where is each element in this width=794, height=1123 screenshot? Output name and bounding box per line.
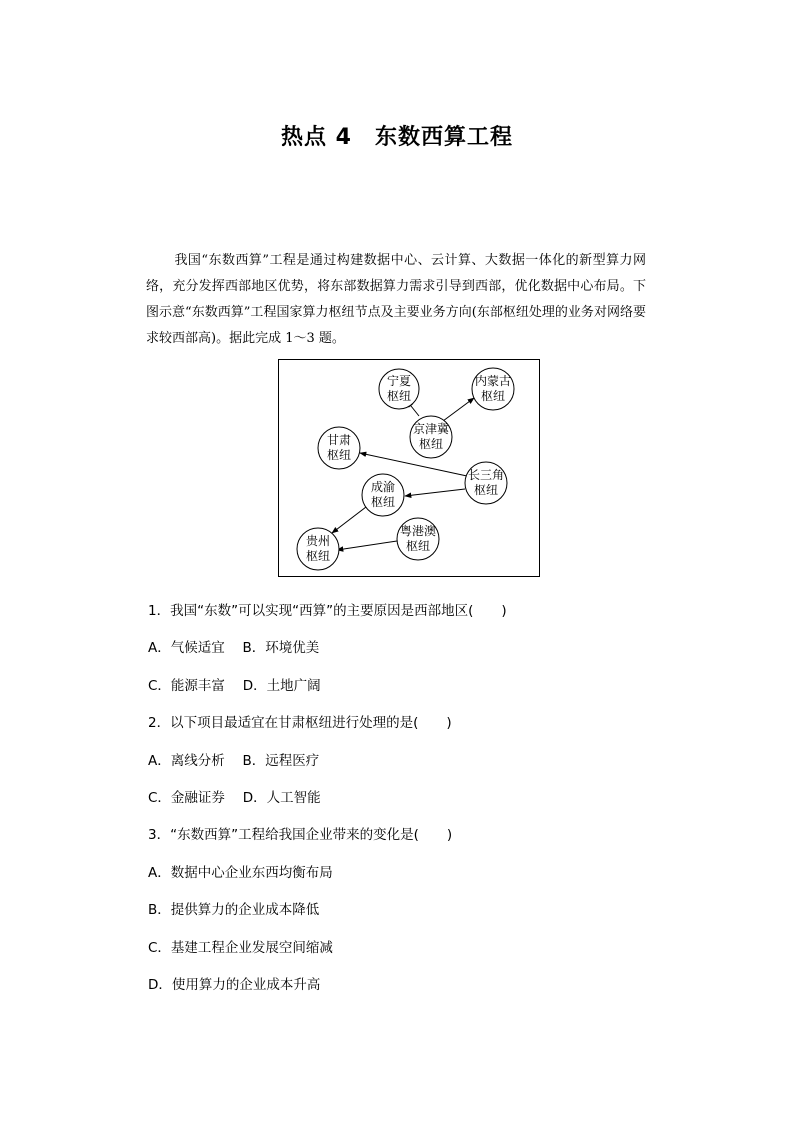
page-title: 热点 4 东数西算工程 bbox=[281, 125, 513, 150]
svg-text:粤港澳: 粤港澳 bbox=[399, 524, 437, 538]
svg-text:枢纽: 枢纽 bbox=[473, 483, 499, 497]
node-neimenggu bbox=[472, 368, 514, 410]
arrow-yuegangao-to-guizhou bbox=[337, 541, 397, 550]
node-yuegangao bbox=[397, 518, 439, 560]
question-2-option-row: C．金融证券 D．人工智能 bbox=[148, 789, 321, 806]
question-2-stem: 2．以下项目最适宜在甘肃枢纽进行处理的是( ) bbox=[148, 715, 452, 732]
question-1-stem: 1．我国“东数”可以实现“西算”的主要原因是西部地区( ) bbox=[148, 603, 507, 619]
question-3-option-c: C．基建工程企业发展空间缩减 bbox=[148, 939, 333, 956]
svg-text:内蒙古: 内蒙古 bbox=[474, 374, 512, 388]
arrow-changsanjiao-to-gansu bbox=[360, 453, 467, 476]
svg-text:枢纽: 枢纽 bbox=[386, 389, 412, 403]
arrow-changsanjiao-to-chengyu bbox=[405, 489, 465, 496]
hub-diagram bbox=[278, 359, 540, 577]
node-changsanjiao bbox=[465, 462, 507, 504]
svg-text:贵州: 贵州 bbox=[305, 534, 331, 548]
node-ningxia bbox=[379, 369, 419, 409]
svg-text:枢纽: 枢纽 bbox=[418, 437, 444, 451]
arrow-chengyu-to-guizhou bbox=[332, 507, 366, 533]
question-3-option-a: A．数据中心企业东西均衡布局 bbox=[148, 864, 333, 881]
question-list bbox=[148, 598, 668, 1009]
svg-text:长三角: 长三角 bbox=[467, 468, 505, 482]
question-3-option-d: D．使用算力的企业成本升高 bbox=[148, 976, 321, 993]
svg-text:宁夏: 宁夏 bbox=[386, 374, 412, 388]
node-jingjinji bbox=[410, 416, 452, 458]
arrow-jingjinji-to-neimenggu bbox=[443, 398, 474, 421]
svg-text:枢纽: 枢纽 bbox=[405, 539, 431, 553]
svg-text:甘肃: 甘肃 bbox=[326, 433, 352, 447]
hub-diagram-svg bbox=[279, 360, 541, 578]
intro-text: 我国“东数西算”工程是通过构建数据中心、云计算、大数据一体化的新型算力网络，充分发挥西部地区优势，将东部数据算力需求引导到西部，优化数据中心布局。下图示意“东数西算”工程国家算力枢纽节点及主要业务方向(东部枢纽处理的业务对网络要求较西部高)。据此完成 1～3 题。 bbox=[146, 253, 646, 346]
node-gansu bbox=[318, 427, 360, 469]
question-1-option-row: C．能源丰富 D．土地广阔 bbox=[148, 677, 321, 694]
question-2-option-row: A．离线分析 B．远程医疗 bbox=[148, 752, 320, 769]
question-3-option-b: B．提供算力的企业成本降低 bbox=[148, 902, 320, 919]
svg-text:成渝: 成渝 bbox=[370, 480, 396, 494]
svg-text:枢纽: 枢纽 bbox=[305, 549, 331, 563]
svg-text:枢纽: 枢纽 bbox=[370, 495, 396, 509]
svg-text:京津冀: 京津冀 bbox=[412, 422, 450, 436]
node-chengyu bbox=[362, 474, 404, 516]
question-1-option-row: A．气候适宜 B．环境优美 bbox=[148, 640, 320, 657]
intro-paragraph bbox=[146, 248, 646, 352]
svg-text:枢纽: 枢纽 bbox=[480, 389, 506, 403]
node-guizhou bbox=[297, 528, 339, 570]
svg-text:枢纽: 枢纽 bbox=[326, 448, 352, 462]
question-3-stem: 3．“东数西算”工程给我国企业带来的变化是( ) bbox=[148, 827, 453, 844]
